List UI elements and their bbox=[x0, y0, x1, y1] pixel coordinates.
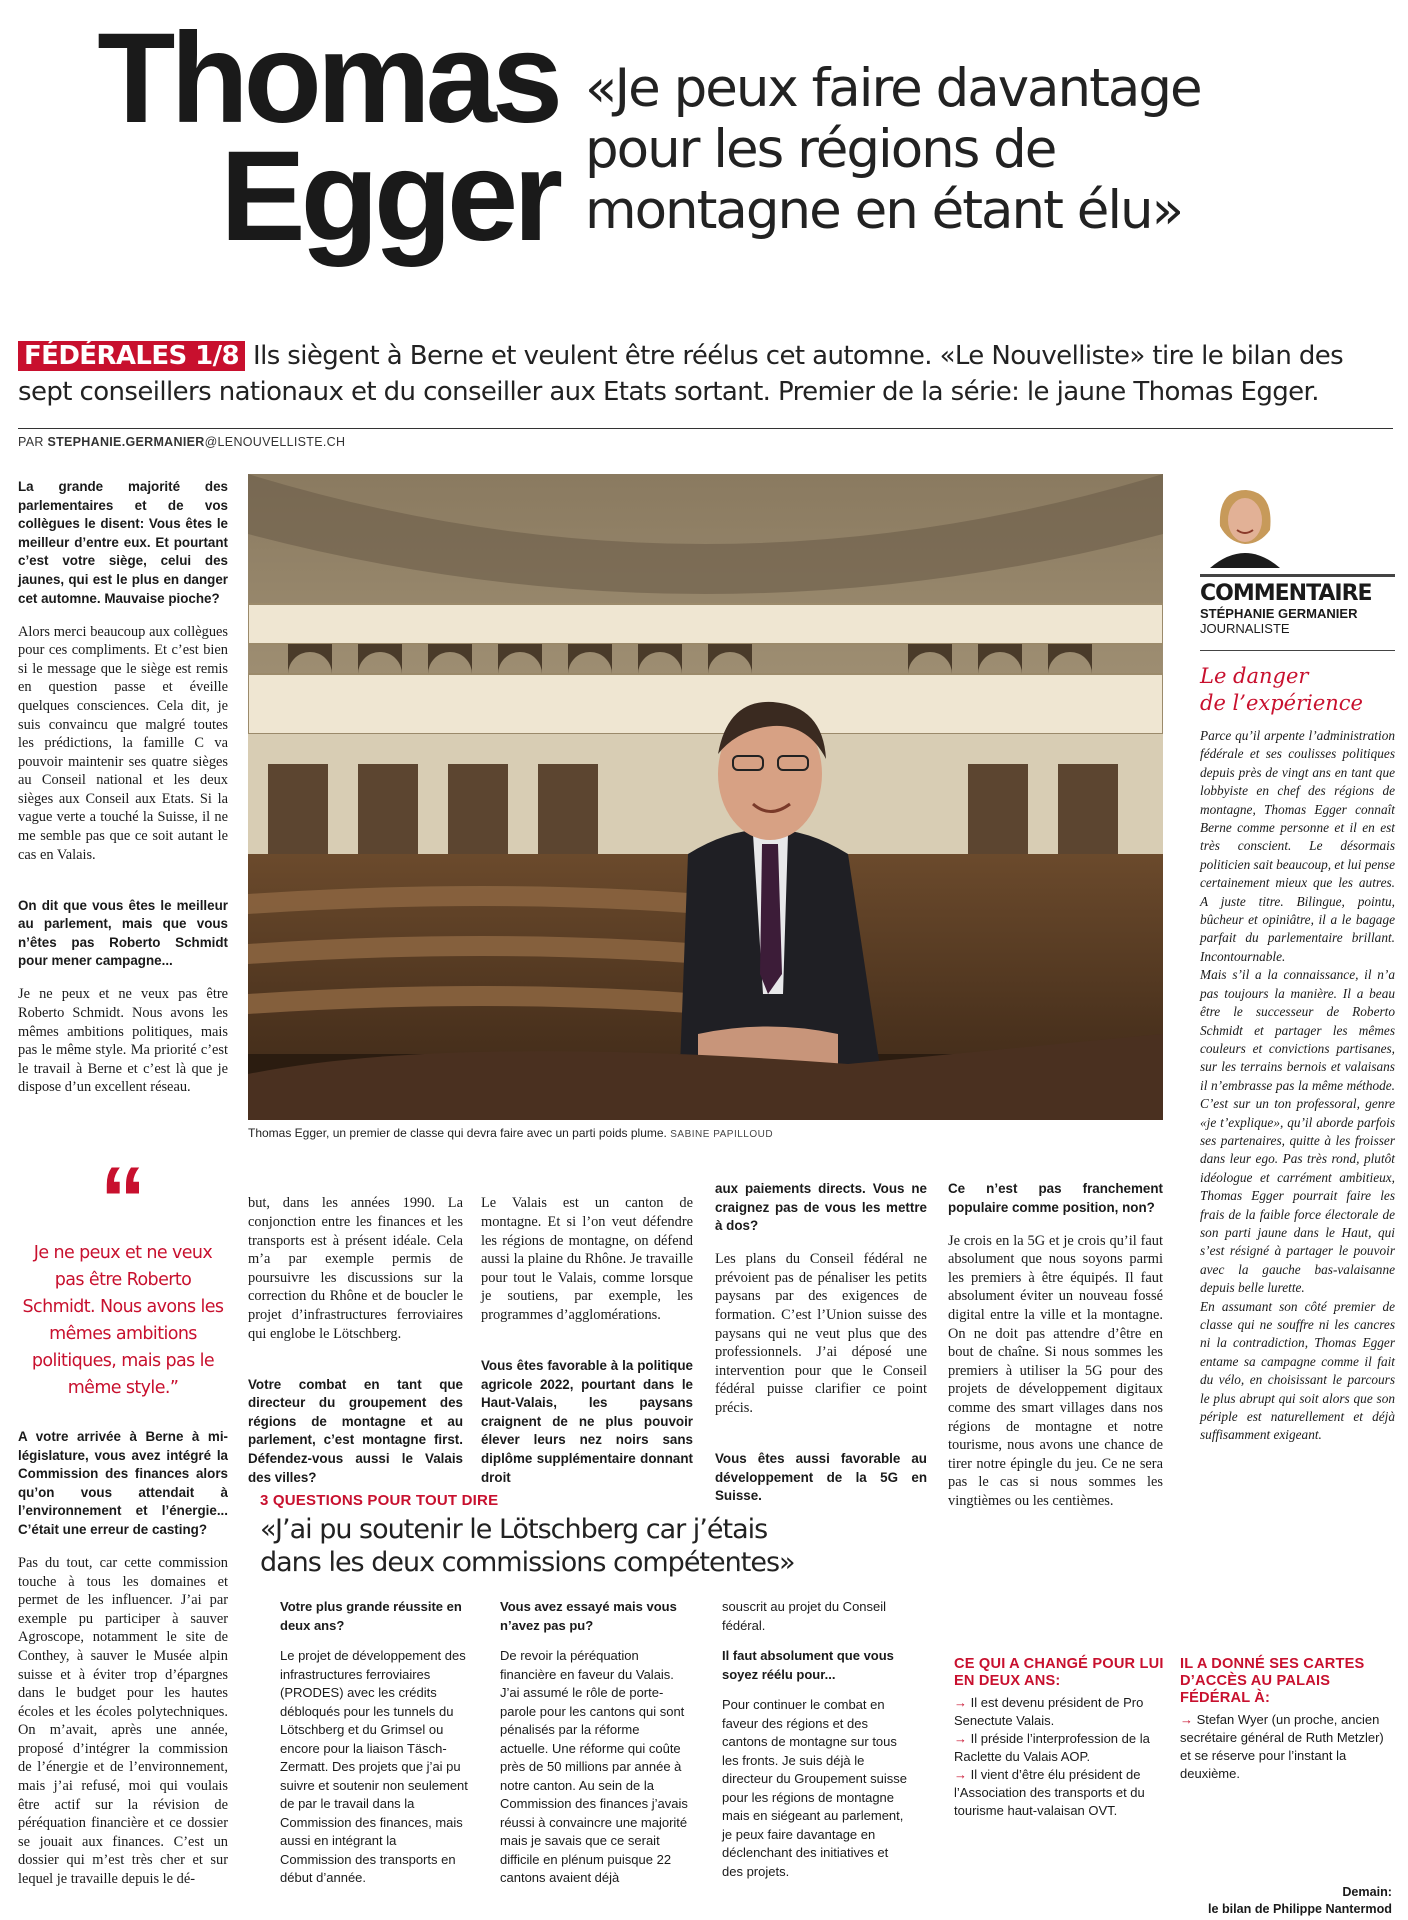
tomorrow-teaser bbox=[1150, 1884, 1392, 1918]
lead bbox=[18, 338, 1388, 410]
byline-suffix: @LENOUVELLISTE.CH bbox=[204, 435, 346, 449]
answer: Alors merci beaucoup aux collègues pour ces compliments. Et c’est bien si le message que le siège est remis en question passe et éveille quelques consciences. Cela dit, je suis convaincu que malgré toutes les prédictions, la famille C va pouvoir maintenir ses quatre sièges au Conseil national et les deux sièges aux Conseil aux Etats. Si la vague verte a touché la Suisse, il ne me semble pas que ce soit autant le cas en Valais. bbox=[18, 623, 228, 863]
box-answer: Le projet de développement des infrastructures ferroviaires (PRODES) avec les crédits débloqués pour les tunnels du Lötschberg et du Grimsel ou encore pour la liaison Täsch-Zermatt. Des projets que j’ai pu suivre et soutenir non seulement de par le travail dans la Commission des finances, mais aussi en intégrant la Commission des transports en début d’année. bbox=[280, 1648, 468, 1885]
interview-col-2 bbox=[248, 1180, 463, 1487]
author-portrait bbox=[1200, 478, 1290, 568]
answer: Je crois en la 5G et je crois qu’il faut absolument que nous soyons parmi les premiers à être équipés. Il faut absolument éviter un nouveau fossé digital entre la ville et la montagne. On ne doit pas attendre d’être en bout de chaîne. Si nous sommes les premiers à utiliser la 5G pour des projets de développement digitaux comme des smart villages dans nos régions de montagne et notre tourisme, nous avons une chance de tirer notre épingle du jeu. Ce ne sera pas le cas si nous sommes les vingtièmes ou les centièmes. bbox=[948, 1232, 1163, 1509]
comment-author: STÉPHANIE GERMANIER bbox=[1200, 606, 1358, 621]
headline bbox=[585, 58, 1365, 241]
box-question: Il faut absolument que vous soyez réélu pour... bbox=[722, 1648, 894, 1682]
name-last: Egger bbox=[220, 125, 558, 268]
headline-line: pour les régions de bbox=[585, 119, 1056, 180]
box-title bbox=[260, 1513, 920, 1579]
parliament-photo bbox=[248, 474, 1163, 1120]
answer: but, dans les années 1990. La conjonction entre les finances et les transports est à présent idéale. Cela m’a par exemple permis de poursuivre les discussions sur la correction du Rhône et de boucler le projet d’infrastructures ferroviaires qui englobe le Lötschberg. bbox=[248, 1195, 463, 1342]
interview-col-4 bbox=[715, 1180, 927, 1506]
arrow-icon: → bbox=[1180, 1712, 1197, 1727]
changes-title: CE QUI A CHANGÉ POUR LUI EN DEUX ANS: bbox=[954, 1656, 1164, 1689]
list-item: → Stefan Wyer (un proche, ancien secrétaire général de Ruth Metzler) et se réserve pour l’instant la deuxième. bbox=[1180, 1712, 1384, 1781]
box-col-2 bbox=[500, 1598, 690, 1900]
commentary bbox=[1200, 478, 1395, 1445]
pull-quote bbox=[18, 1149, 228, 1402]
interview-col-3 bbox=[481, 1180, 693, 1487]
name-first: Thomas bbox=[97, 7, 558, 150]
tomorrow-label: Demain: bbox=[1342, 1885, 1392, 1899]
headline-line: «Je peux faire davantage bbox=[585, 58, 1201, 119]
list-item: → Il préside l’interprofession de la Raclette du Valais AOP. bbox=[954, 1731, 1150, 1764]
question: Ce n’est pas franchement populaire comme position, non? bbox=[948, 1181, 1163, 1215]
changes-list bbox=[954, 1694, 1164, 1820]
question: aux paiements directs. Vous ne craignez pas de vous les mettre à dos? bbox=[715, 1181, 927, 1234]
access-title: IL A DONNÉ SES CARTES D’ACCÈS AU PALAIS FÉDÉRAL À: bbox=[1180, 1656, 1365, 1706]
three-questions-box bbox=[260, 1492, 920, 1885]
interview-col-1b bbox=[18, 1428, 228, 1903]
photo-credit: SABINE PAPILLOUD bbox=[670, 1129, 774, 1140]
author-avatar bbox=[1200, 478, 1290, 568]
tomorrow-text: le bilan de Philippe Nantermod bbox=[1207, 1902, 1392, 1916]
box-answer: souscrit au projet du Conseil fédéral. bbox=[722, 1599, 887, 1633]
access-list bbox=[1180, 1711, 1390, 1783]
arrow-icon: → bbox=[954, 1767, 971, 1782]
question: La grande majorité des parlementaires et de vos collègues le disent: Vous êtes le meilleur d’entre eux. Et pourtant c’est votre siège, celui des jaunes, qui est le plus en danger cet automne. Mauvaise pioche? bbox=[18, 479, 228, 606]
pull-quote-text: Je ne peux et ne veux pas être Roberto Schmidt. Nous avons les mêmes ambitions politiques, mais pas le même style.” bbox=[22, 1243, 224, 1398]
comment-paragraph: Parce qu’il arpente l’administration fédérale et ses coulisses politiques depuis près de vingt ans en tant que lobbyiste en chef des régions de montagne, Thomas Egger connaît Berne comme personne et il en est très conscient. Le désormais politicien sait beaucoup, et lui pense certainement mieux que les autres. A juste titre. Bilingue, pointu, bûcheur et opiniâtre, il a le bagage parfait du parlementaire brillant. Incontournable. bbox=[1200, 728, 1395, 964]
question: Votre combat en tant que directeur du groupement des régions de montagne et au parlement, c’est montagne first. Défendez-vous aussi le Valais des villes? bbox=[248, 1376, 463, 1485]
byline bbox=[18, 428, 1393, 449]
answer: Je ne peux et ne veux pas être Roberto Schmidt. Nous avons les mêmes ambitions politiques, mais pas le même style. Ma priorité c’est le travail à Berne et c’est là que je dispose d’un excellent réseau. bbox=[18, 986, 228, 1096]
main-photo bbox=[248, 474, 1163, 1120]
person-name bbox=[58, 7, 558, 268]
question: A votre arrivée à Berne à mi-législature, vous avez intégré la Commission des finances alors qu’on vous attendait à l’environnement et l’énergie... C’était une erreur de casting? bbox=[18, 1429, 228, 1537]
list-item: → Il est devenu président de Pro Senectute Valais. bbox=[954, 1695, 1144, 1728]
comment-paragraph: En assumant son côté premier de classe qui ne souffre ni les cancres ni la contradiction, Thomas Egger entame sa campagne comme il fait du vélo, en choisissant le parcours le plus abrupt qui soit alors que son périple est naturellement et déjà suffisamment exigeant. bbox=[1200, 1298, 1395, 1443]
rubric-tag: FÉDÉRALES 1/8 bbox=[18, 341, 245, 371]
comment-title-line: de l’expérience bbox=[1200, 691, 1363, 715]
comment-title-line: Le danger bbox=[1200, 664, 1309, 688]
access-box bbox=[1180, 1656, 1390, 1783]
changes-box bbox=[954, 1656, 1164, 1820]
comment-divider bbox=[1200, 636, 1395, 651]
photo-caption bbox=[248, 1126, 1163, 1140]
list-item: → Il vient d’être élu président de l’Association des transports et du tourisme haut-valaisan OVT. bbox=[954, 1767, 1145, 1818]
quote-mark: “ bbox=[100, 1149, 146, 1251]
byline-prefix: PAR bbox=[18, 435, 48, 449]
byline-author: STEPHANIE.GERMANIER bbox=[47, 435, 205, 449]
comment-title bbox=[1200, 663, 1395, 717]
comment-body bbox=[1200, 727, 1395, 1445]
box-question: Vous avez essayé mais vous n’avez pas pu? bbox=[500, 1599, 677, 1633]
box-col-3 bbox=[722, 1598, 912, 1893]
box-kicker: 3 QUESTIONS POUR TOUT DIRE bbox=[260, 1492, 499, 1509]
question: Vous êtes favorable à la politique agricole 2022, pourtant dans le Haut-Valais, les paysans craignent de ne plus pouvoir élever leurs nez noirs sans diplôme supplémentaire donnant droit bbox=[481, 1357, 693, 1485]
comment-role: JOURNALISTE bbox=[1200, 621, 1290, 636]
box-title-line: «J’ai pu soutenir le Lötschberg car j’étais bbox=[260, 1514, 768, 1545]
lead-text: Ils siègent à Berne et veulent être réélus cet automne. «Le Nouvelliste» tire le bilan des sept conseillers nationaux et du conseiller aux Etats sortant. Premier de la série: le jaune Thomas Egger. bbox=[18, 341, 1344, 407]
comment-paragraph: Mais s’il a la connaissance, il n’a pas toujours la manière. Il a beau être le successeur de Roberto Schmidt et partager les mêmes couleurs et convictions partisanes, sur les terrains bernois et valaisans il n’embrasse pas la même méthode. C’est sur un ton professoral, genre «je t’explique», qu’il aborde parfois ses partenaires, quitte à les froisser dans leur ego. Pas très rond, plutôt idéologue et carrément ambitieux, Thomas Egger pourrait faire les frais de la faible force électorale de son parti jaune dans le Haut, qui s’est résigné à partager le pouvoir avec la gauche bas-valaisanne depuis belle lurette. bbox=[1200, 967, 1395, 1296]
question: On dit que vous êtes le meilleur au parlement, mais que vous n’êtes pas Roberto Schmidt pour mener campagne... bbox=[18, 897, 228, 969]
box-col-1 bbox=[280, 1598, 470, 1900]
comment-label: COMMENTAIRE bbox=[1200, 581, 1372, 606]
arrow-icon: → bbox=[954, 1695, 971, 1710]
question: Vous êtes aussi favorable au développement de la 5G en Suisse. bbox=[715, 1450, 927, 1504]
interview-col-5 bbox=[948, 1180, 1163, 1525]
answer: Les plans du Conseil fédéral ne prévoient pas de pénaliser les petits paysans par des exigences de formation. C’est l’Union suisse des paysans qui ne veut plus que des professionnels. J’ai déposé une intervention pour que le Conseil fédéral puisse clarifier ce point précis. bbox=[715, 1251, 927, 1416]
interview-col-1 bbox=[18, 478, 228, 1111]
box-answer: De revoir la péréquation financière en faveur du Valais. J’ai assumé le rôle de porte-parole pour les cantons qui sont pénalisés par la réforme actuelle. Une réforme qui coûte près de 50 millions par année à notre canton. Au sein de la Commission des finances j’avais réussi à convaincre une majorité mais je savais que ce serait difficile en plénum puisque 22 cantons avaient déjà bbox=[500, 1648, 688, 1885]
box-title-line: dans les deux commissions compétentes» bbox=[260, 1547, 795, 1578]
headline-line: montagne en étant élu» bbox=[585, 180, 1183, 241]
answer: Pas du tout, car cette commission touche à tous les domaines et permet de les influencer. J’ai par exemple pu participer à sauver Agroscope, notamment le site de Conthey, à sauver le Musée alpin suisse et à éviter trop d’épargnes dans le budget pour les hautes écoles et les écoles polytechniques. On m’avait, après une année, proposé d’intégrer la commission de l’énergie et de l’environnement, mais j’ai refusé, moi qui voulais être actif sur la révision de péréquation financière et ce dossier se jouait aux finances. C’est un dossier qui m’est très cher et sur lequel je travaille depuis le dé- bbox=[18, 1554, 228, 1888]
arrow-icon: → bbox=[954, 1731, 971, 1746]
caption-text: Thomas Egger, un premier de classe qui devra faire avec un parti poids plume. bbox=[248, 1126, 667, 1140]
box-question: Votre plus grande réussite en deux ans? bbox=[280, 1599, 462, 1633]
box-answer: Pour continuer le combat en faveur des régions et des cantons de montagne sur tous les fronts. Je suis déjà le directeur du Groupement suisse pour les régions de montagne mais en siégeant au parlement, je peux faire davantage en déclenchant des initiatives et des projets. bbox=[722, 1697, 907, 1879]
answer: Le Valais est un canton de montagne. Et si l’on veut défendre les régions de montagne, on défend aussi la plaine du Rhône. Je travaille pour tout le Valais, comme lorsque je soutiens, par exemple, les programmes d’agglomérations. bbox=[481, 1195, 693, 1323]
